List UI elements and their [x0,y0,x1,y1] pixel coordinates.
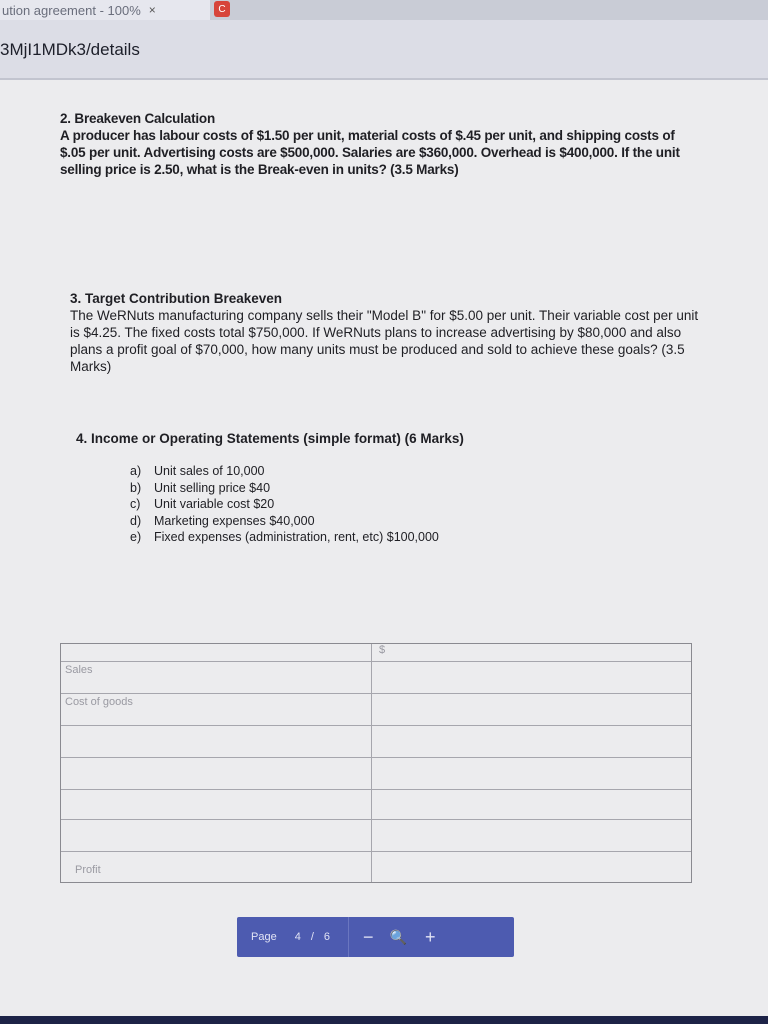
new-tab-icon[interactable]: C [214,1,230,17]
question-3-title: 3. Target Contribution Breakeven [70,291,283,306]
list-item: a) Unit sales of 10,000 [130,464,265,478]
table-row[interactable] [61,852,691,882]
address-bar[interactable] [0,20,768,80]
question-2-title: 2. Breakeven Calculation [60,111,216,126]
table-header-row [61,644,691,662]
question-4-list [130,463,439,546]
page-total: 6 [323,931,331,943]
income-statement-table [60,643,692,883]
row-label-cost-of-goods: Cost of goods [65,696,133,708]
table-row[interactable] [61,758,691,790]
page-navigation-bar [237,917,514,957]
page-separator: / [310,931,314,943]
document-page [0,80,768,1024]
browser-tabbar [0,0,768,21]
page-number-input[interactable]: 4 [294,931,301,943]
bottom-strip [0,1016,768,1024]
table-row[interactable] [61,820,691,852]
table-row[interactable] [61,662,691,694]
pager-divider [348,917,349,957]
list-item: e) Fixed expenses (administration, rent, etc) $100,000 [130,530,439,544]
question-3-body: The WeRNuts manufacturing company sells their "Model B" for $5.00 per unit. Their variable cost per unit is $4.25. The fixed costs total $750,000. If WeRNuts plans to increase advertising by $80,000 and also plans a profit goal of $70,000, how many units must be produced and sold to achieve these goals? (3.5 Marks) [70,308,699,374]
zoom-in-button[interactable]: + [424,926,436,947]
list-item: c) Unit variable cost $20 [130,497,275,511]
zoom-out-button[interactable]: − [363,926,374,947]
question-4-title: 4. Income or Operating Statements (simple format) (6 Marks) [76,431,464,446]
browser-tab[interactable] [0,0,210,20]
page-label: Page [251,931,277,943]
question-2 [60,110,690,178]
question-3 [70,290,700,375]
table-row[interactable] [61,694,691,726]
list-item: d) Marketing expenses $40,000 [130,513,315,528]
url-text: 3MjI1MDk3/details [0,40,140,59]
tab-title: ution agreement - 100% [2,2,141,18]
table-row[interactable] [61,726,691,758]
close-icon[interactable]: × [148,3,156,17]
dollar-column-header: $ [379,644,386,656]
list-item: b) Unit selling price $40 [130,480,271,495]
zoom-icon[interactable]: 🔍 [389,928,407,945]
question-4 [76,430,706,447]
table-row[interactable] [61,790,691,820]
row-label-sales: Sales [65,664,93,676]
question-2-body: A producer has labour costs of $1.50 per unit, material costs of $.45 per unit, and shipping costs of $.05 per unit. Advertising costs are $500,000. Salaries are $360,000. Overhead is $400,000. If the unit selling price is 2.50, what is the Break-even in units? (3.5 Marks) [60,128,680,177]
row-label-profit: Profit [75,864,101,876]
